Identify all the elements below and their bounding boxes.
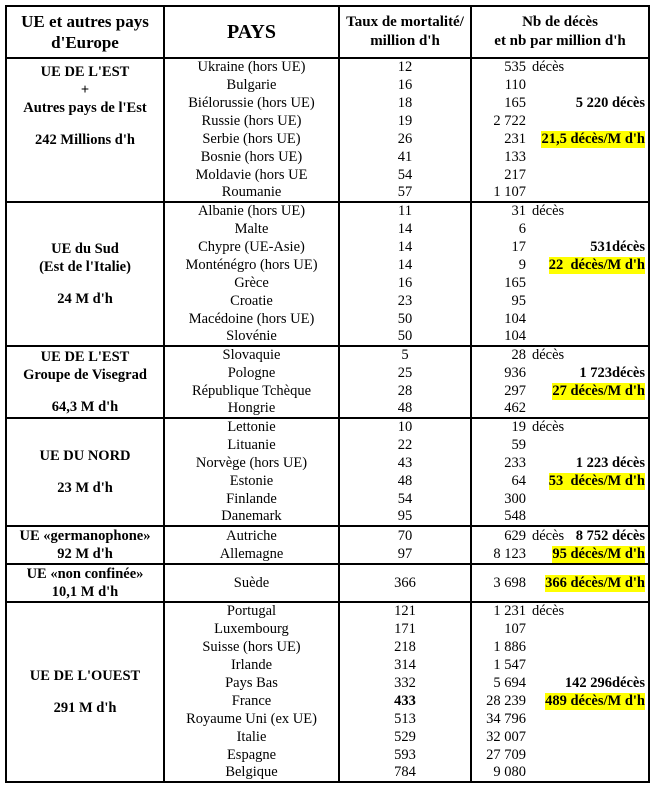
region-cell <box>6 58 164 202</box>
region-cell <box>6 602 164 782</box>
country-cell: Norvège (hors UE) <box>164 454 339 472</box>
country-cell: Roumanie <box>164 184 339 202</box>
deaths-line <box>472 491 648 508</box>
deaths-total-summary: 8 752 décès <box>575 527 645 544</box>
deaths-line <box>472 221 648 238</box>
deaths-cell <box>471 436 649 454</box>
mortality-table <box>5 5 650 783</box>
deaths-count: 936 <box>504 364 526 381</box>
header-rate-line1: Taux de mortalité/ <box>346 14 464 30</box>
deaths-cell <box>471 256 649 274</box>
country-cell: Grèce <box>164 274 339 292</box>
deaths-line <box>472 675 648 692</box>
deaths-unit-label: décès <box>532 603 565 619</box>
table-row <box>6 202 649 220</box>
region-label-line: UE DE L'EST <box>40 349 130 365</box>
deaths-line <box>472 95 648 112</box>
deaths-line <box>472 239 648 256</box>
table-row <box>6 418 649 436</box>
country-cell: Moldavie (hors UE <box>164 166 339 184</box>
region-label-line: 92 M d'h <box>57 546 113 562</box>
deaths-line <box>472 711 648 728</box>
rate-cell: 12 <box>339 58 471 76</box>
country-cell: Espagne <box>164 746 339 764</box>
deaths-cell <box>471 148 649 166</box>
deaths-count: 5 694 <box>493 674 526 691</box>
rate-cell: 14 <box>339 256 471 274</box>
deaths-unit-label: décès <box>532 419 565 435</box>
rate-cell: 26 <box>339 130 471 148</box>
deaths-line <box>472 546 648 563</box>
region-cell <box>6 202 164 346</box>
rate-cell: 57 <box>339 184 471 202</box>
deaths-cell <box>471 454 649 472</box>
deaths-count: 110 <box>504 76 526 93</box>
highlighted-rate-summary: 27 décès/M d'h <box>552 382 645 399</box>
deaths-count: 629 <box>504 527 526 544</box>
deaths-count: 3 698 <box>493 574 526 591</box>
country-cell: Finlande <box>164 490 339 508</box>
country-cell: Royaume Uni (ex UE) <box>164 710 339 728</box>
deaths-count: 34 796 <box>486 710 526 727</box>
country-cell: Belgique <box>164 764 339 782</box>
deaths-cell <box>471 764 649 782</box>
deaths-cell <box>471 220 649 238</box>
country-cell: Estonie <box>164 472 339 490</box>
table-body <box>6 58 649 782</box>
region-label-line: UE DU NORD <box>39 448 131 464</box>
country-cell: Monténégro (hors UE) <box>164 256 339 274</box>
region-label-line: 64,3 M d'h <box>51 399 119 415</box>
rate-cell: 10 <box>339 418 471 436</box>
table-row <box>6 564 649 602</box>
rate-cell: 54 <box>339 166 471 184</box>
rate-cell: 19 <box>339 112 471 130</box>
deaths-line <box>472 473 648 490</box>
country-cell: Serbie (hors UE) <box>164 130 339 148</box>
table-row <box>6 526 649 545</box>
deaths-count: 59 <box>511 436 526 453</box>
country-cell: Lituanie <box>164 436 339 454</box>
rate-cell: 70 <box>339 526 471 545</box>
rate-cell: 11 <box>339 202 471 220</box>
header-pays: PAYS <box>164 6 339 58</box>
deaths-line <box>472 59 648 76</box>
deaths-line <box>472 764 648 781</box>
rate-cell: 366 <box>339 564 471 602</box>
deaths-count: 6 <box>518 220 526 237</box>
deaths-line <box>472 657 648 674</box>
deaths-count: 28 239 <box>486 692 526 709</box>
deaths-cell <box>471 602 649 620</box>
deaths-unit-label: décès <box>532 527 565 544</box>
deaths-cell <box>471 292 649 310</box>
country-cell: Autriche <box>164 526 339 545</box>
rate-cell: 529 <box>339 728 471 746</box>
region-label-line: 242 Millions d'h <box>35 132 135 148</box>
header-deaths <box>471 6 649 58</box>
deaths-cell <box>471 508 649 526</box>
table-row <box>6 602 649 620</box>
deaths-count: 297 <box>504 382 526 399</box>
deaths-count: 231 <box>504 130 526 147</box>
header-rate <box>339 6 471 58</box>
deaths-count: 95 <box>511 292 526 309</box>
deaths-count: 1 231 <box>493 603 526 619</box>
rate-cell: 14 <box>339 220 471 238</box>
deaths-total-summary: 142 296décès <box>564 674 645 691</box>
rate-cell: 95 <box>339 508 471 526</box>
country-cell: Slovaquie <box>164 346 339 364</box>
highlighted-rate-summary: 489 décès/M d'h <box>545 692 645 709</box>
deaths-count: 535 <box>504 59 526 75</box>
highlighted-rate-summary: 95 décès/M d'h <box>552 545 645 562</box>
country-cell: Pays Bas <box>164 674 339 692</box>
deaths-line <box>472 419 648 436</box>
region-label-line <box>7 685 163 699</box>
rate-cell: 433 <box>339 692 471 710</box>
deaths-cell <box>471 328 649 346</box>
highlighted-rate-summary: 21,5 décès/M d'h <box>541 130 645 147</box>
deaths-count: 64 <box>511 472 526 489</box>
deaths-line <box>472 575 648 592</box>
header-row <box>6 6 649 58</box>
deaths-count: 104 <box>504 328 526 344</box>
deaths-cell <box>471 346 649 364</box>
country-cell: Macédoine (hors UE) <box>164 310 339 328</box>
deaths-line <box>472 383 648 400</box>
deaths-cell <box>471 130 649 148</box>
table-header <box>6 6 649 58</box>
country-cell: Pologne <box>164 364 339 382</box>
rate-cell: 5 <box>339 346 471 364</box>
deaths-cell <box>471 94 649 112</box>
highlighted-rate-summary: 366 décès/M d'h <box>545 574 645 591</box>
region-cell <box>6 346 164 418</box>
deaths-line <box>472 455 648 472</box>
deaths-count: 9 080 <box>493 764 526 780</box>
deaths-cell <box>471 564 649 602</box>
deaths-line <box>472 77 648 94</box>
deaths-cell <box>471 674 649 692</box>
deaths-cell <box>471 490 649 508</box>
rate-cell: 48 <box>339 472 471 490</box>
deaths-unit-label: décès <box>532 347 565 363</box>
deaths-cell <box>471 274 649 292</box>
deaths-cell <box>471 382 649 400</box>
deaths-count: 2 722 <box>493 112 526 129</box>
rate-cell: 784 <box>339 764 471 782</box>
deaths-line <box>472 293 648 310</box>
deaths-count: 1 547 <box>493 656 526 673</box>
deaths-line <box>472 621 648 638</box>
country-cell: République Tchèque <box>164 382 339 400</box>
highlighted-rate-summary: 53 décès/M d'h <box>548 472 645 489</box>
country-cell: Malte <box>164 220 339 238</box>
deaths-total-summary: 1 223 décès <box>575 454 645 471</box>
deaths-line <box>472 203 648 220</box>
country-cell: Italie <box>164 728 339 746</box>
deaths-count: 31 <box>511 203 526 219</box>
deaths-total-summary: 531décès <box>590 238 645 255</box>
country-cell: Chypre (UE-Asie) <box>164 238 339 256</box>
deaths-count: 28 <box>511 347 526 363</box>
deaths-cell <box>471 692 649 710</box>
rate-cell: 41 <box>339 148 471 166</box>
region-label-line: + <box>80 82 90 98</box>
deaths-cell <box>471 166 649 184</box>
region-label-line <box>7 384 163 398</box>
country-cell: Allemagne <box>164 545 339 564</box>
deaths-line <box>472 528 648 545</box>
deaths-line <box>472 400 648 417</box>
rate-cell: 48 <box>339 400 471 418</box>
deaths-line <box>472 603 648 620</box>
deaths-line <box>472 365 648 382</box>
country-cell: Suisse (hors UE) <box>164 638 339 656</box>
country-cell: Albanie (hors UE) <box>164 202 339 220</box>
rate-cell: 121 <box>339 602 471 620</box>
region-cell <box>6 564 164 602</box>
deaths-unit-label: décès <box>532 203 565 219</box>
deaths-count: 32 007 <box>486 728 526 745</box>
rate-cell: 332 <box>339 674 471 692</box>
rate-cell: 14 <box>339 238 471 256</box>
highlighted-rate-summary: 22 décès/M d'h <box>548 256 645 273</box>
rate-cell: 16 <box>339 76 471 94</box>
table-row <box>6 58 649 76</box>
deaths-line <box>472 729 648 746</box>
deaths-count: 300 <box>504 490 526 507</box>
rate-cell: 23 <box>339 292 471 310</box>
country-cell: Hongrie <box>164 400 339 418</box>
region-label-line: (Est de l'Italie) <box>39 259 131 275</box>
region-label-line: Autres pays de l'Est <box>23 100 147 116</box>
deaths-count: 27 709 <box>486 746 526 763</box>
deaths-cell <box>471 418 649 436</box>
deaths-cell <box>471 238 649 256</box>
rate-cell: 43 <box>339 454 471 472</box>
deaths-count: 217 <box>504 166 526 183</box>
deaths-count: 165 <box>504 94 526 111</box>
deaths-cell <box>471 310 649 328</box>
deaths-count: 462 <box>504 400 526 416</box>
deaths-cell <box>471 400 649 418</box>
deaths-cell <box>471 472 649 490</box>
country-cell: Bulgarie <box>164 76 339 94</box>
deaths-cell <box>471 202 649 220</box>
deaths-line <box>472 311 648 328</box>
header-region-line2: d'Europe <box>51 33 119 52</box>
deaths-cell <box>471 620 649 638</box>
country-cell: Slovénie <box>164 328 339 346</box>
region-label-line: UE DE L'OUEST <box>29 668 141 684</box>
deaths-line <box>472 257 648 274</box>
deaths-cell <box>471 112 649 130</box>
country-cell: Ukraine (hors UE) <box>164 58 339 76</box>
rate-cell: 97 <box>339 545 471 564</box>
deaths-count: 107 <box>504 620 526 637</box>
deaths-cell <box>471 364 649 382</box>
rate-cell: 28 <box>339 382 471 400</box>
deaths-cell <box>471 710 649 728</box>
region-label-line: UE DE L'EST <box>40 64 130 80</box>
rate-cell: 54 <box>339 490 471 508</box>
region-cell <box>6 418 164 526</box>
region-label-line: 24 M d'h <box>57 291 113 307</box>
deaths-line <box>472 437 648 454</box>
rate-cell: 171 <box>339 620 471 638</box>
deaths-count: 548 <box>504 508 526 524</box>
country-cell: Lettonie <box>164 418 339 436</box>
header-region <box>6 6 164 58</box>
rate-cell: 22 <box>339 436 471 454</box>
region-label-line <box>7 117 163 131</box>
deaths-count: 19 <box>511 419 526 435</box>
country-cell: Luxembourg <box>164 620 339 638</box>
deaths-line <box>472 693 648 710</box>
rate-cell: 513 <box>339 710 471 728</box>
deaths-cell <box>471 728 649 746</box>
deaths-cell <box>471 184 649 202</box>
deaths-cell <box>471 545 649 564</box>
deaths-total-summary: 1 723décès <box>579 364 645 381</box>
deaths-count: 104 <box>504 310 526 327</box>
deaths-count: 8 123 <box>493 545 526 562</box>
table-row <box>6 346 649 364</box>
rate-cell: 25 <box>339 364 471 382</box>
country-cell: Irlande <box>164 656 339 674</box>
country-cell: Bosnie (hors UE) <box>164 148 339 166</box>
country-cell: Russie (hors UE) <box>164 112 339 130</box>
deaths-count: 9 <box>518 256 526 273</box>
deaths-line <box>472 149 648 166</box>
deaths-line <box>472 328 648 345</box>
country-cell: Suède <box>164 564 339 602</box>
region-label-line: Groupe de Visegrad <box>23 367 147 383</box>
region-label-line: 10,1 M d'h <box>51 584 119 600</box>
region-label-line <box>7 276 163 290</box>
region-label-line: UE «germanophone» <box>19 528 151 544</box>
deaths-unit-label: décès <box>532 59 565 75</box>
deaths-line <box>472 508 648 525</box>
header-deaths-line1: Nb de décès <box>522 14 598 30</box>
region-label-line: UE «non confinée» <box>26 566 144 582</box>
deaths-count: 133 <box>504 148 526 165</box>
region-label-line <box>7 465 163 479</box>
deaths-line <box>472 275 648 292</box>
deaths-count: 1 107 <box>493 184 526 200</box>
country-cell: France <box>164 692 339 710</box>
region-label-line: 23 M d'h <box>57 480 113 496</box>
header-deaths-line2: et nb par million d'h <box>494 33 626 49</box>
deaths-cell <box>471 76 649 94</box>
rate-cell: 50 <box>339 310 471 328</box>
deaths-cell <box>471 746 649 764</box>
deaths-line <box>472 131 648 148</box>
header-region-line1: UE et autres pays <box>21 12 149 31</box>
deaths-cell <box>471 656 649 674</box>
rate-cell: 218 <box>339 638 471 656</box>
deaths-line <box>472 639 648 656</box>
deaths-line <box>472 347 648 364</box>
country-cell: Danemark <box>164 508 339 526</box>
deaths-total-summary: 5 220 décès <box>575 94 645 111</box>
deaths-cell <box>471 58 649 76</box>
country-cell: Croatie <box>164 292 339 310</box>
country-cell: Portugal <box>164 602 339 620</box>
deaths-count: 17 <box>511 238 526 255</box>
region-cell <box>6 526 164 564</box>
deaths-line <box>472 113 648 130</box>
header-rate-line2: million d'h <box>370 33 440 49</box>
deaths-cell <box>471 638 649 656</box>
deaths-count: 233 <box>504 454 526 471</box>
deaths-count: 1 886 <box>493 638 526 655</box>
deaths-cell <box>471 526 649 545</box>
region-label-line: UE du Sud <box>51 241 119 257</box>
country-cell: Biélorussie (hors UE) <box>164 94 339 112</box>
deaths-count: 165 <box>504 274 526 291</box>
rate-cell: 16 <box>339 274 471 292</box>
deaths-line <box>472 747 648 764</box>
rate-cell: 314 <box>339 656 471 674</box>
deaths-line <box>472 167 648 184</box>
rate-cell: 50 <box>339 328 471 346</box>
deaths-line <box>472 184 648 201</box>
region-label-line: 291 M d'h <box>53 700 117 716</box>
rate-cell: 18 <box>339 94 471 112</box>
rate-cell: 593 <box>339 746 471 764</box>
